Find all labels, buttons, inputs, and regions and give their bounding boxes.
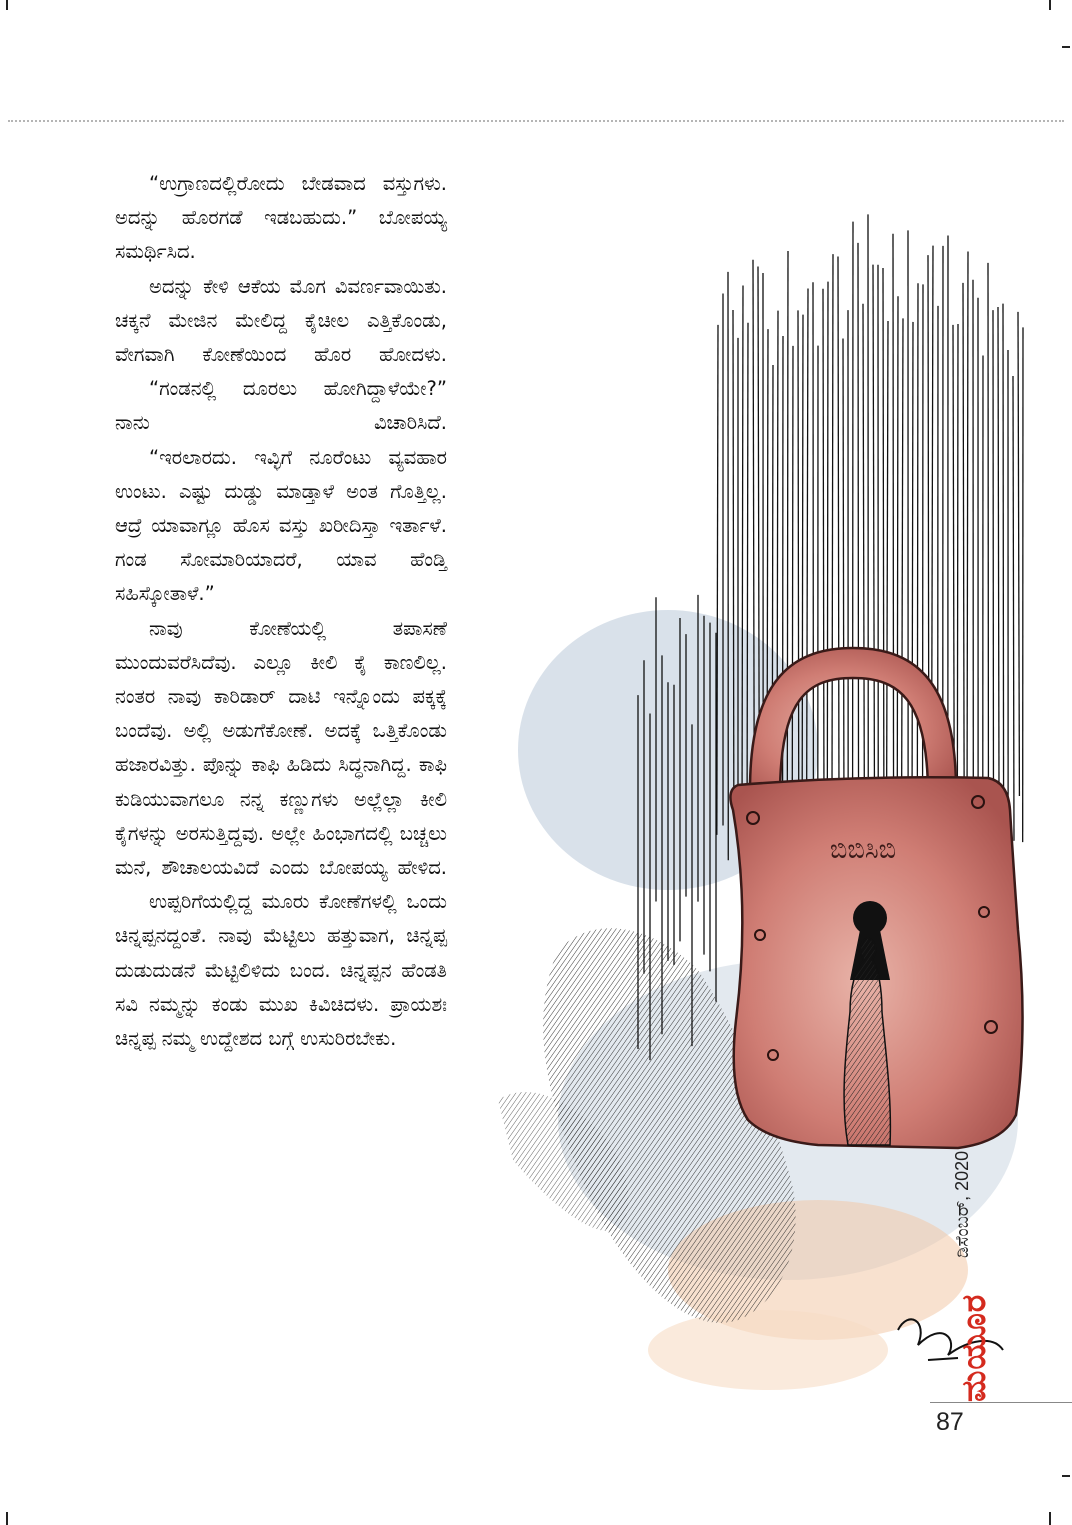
ink-stroke: [802, 315, 803, 801]
ink-stroke: [893, 234, 894, 847]
footer-rule: [930, 1402, 1072, 1403]
ink-stroke: [733, 310, 734, 813]
paragraph: “ಇರಲಾರದು. ಇವ್ಳಿಗೆ ನೂರೆಂಟು ವ್ಯವಹಾರ ಉಂಟು. ಎಷ್ಟು ದುಡ್ಡು ಮಾಡ್ತಾಳೆ ಅಂತ ಗೊತ್ತಿಲ್ಲ. ಆದ್ರೆ ಯಾವಾಗ್ಲೂ ಹೊಸ ವಸ್ತು ಖರೀದಿಸ್ತಾ ಇರ್ತಾಳೆ. ಗಂಡ ಸೋಮಾರಿಯಾದರೆ, ಯಾವ ಹೆಂಡ್ತಿ ಸಹಿಸ್ಕೋತಾಳೆ.”: [115, 445, 447, 606]
ink-stroke: [1003, 304, 1004, 830]
ink-stroke: [963, 283, 964, 796]
ink-stroke: [887, 321, 888, 811]
ink-stroke: [838, 256, 839, 851]
header-dotted-rule: [8, 120, 1064, 122]
crop-mark: [6, 0, 8, 10]
page-number: 87: [936, 1408, 964, 1436]
ink-stroke: [858, 243, 859, 822]
crop-mark: [6, 1512, 8, 1525]
magazine-logo: ಮಯೂರ: [954, 1293, 993, 1402]
paragraph: ಅದನ್ನು ಕೇಳಿ ಆಕೆಯ ಮೊಗ ವಿವರ್ಣವಾಯಿತು. ಚಕ್ಕನೆ ಮೇಜಿನ ಮೇಲಿದ್ದ ಕೈಚೀಲ ಎತ್ತಿಕೊಂಡು, ವೇಗವಾಗಿ ಕೋಣೆಯಿಂದ ಹೊರ ಹೋದಳು.: [115, 274, 447, 367]
ink-stroke: [863, 304, 864, 812]
peach-wash: [648, 1310, 888, 1390]
paragraph: ನಾವು ಕೋಣೆಯಲ್ಲಿ ತಪಾಸಣೆ ಮುಂದುವರೆಸಿದೆವು. ಎಲ್ಲೂ ಕೀಲಿ ಕೈ ಕಾಣಲಿಲ್ಲ. ನಂತರ ನಾವು ಕಾರಿಡಾರ್ ದಾಟಿ ಇನ್ನೊಂದು ಪಕ್ಕಕ್ಕೆ ಬಂದೆವು. ಅಲ್ಲಿ ಅಡುಗೆಕೋಣೆ. ಅದಕ್ಕೆ ಒತ್ತಿಕೊಂಡು ಹಜಾರವಿತ್ತು. ಪೊನ್ನು ಕಾಫಿ ಹಿಡಿದು ಸಿದ್ಧನಾಗಿದ್ದ. ಕಾಫಿ ಕುಡಿಯುವಾಗಲೂ ನನ್ನ ಕಣ್ಣುಗಳು ಅಲ್ಲೆಲ್ಲಾ ಕೀಲಿ ಕೈಗಳನ್ನು ಅರಸುತ್ತಿದ್ದವು. ಅಲ್ಲೇ ಹಿಂಭಾಗದಲ್ಲಿ ಬಚ್ಚಲು ಮನೆ, ಶೌಚಾಲಯವಿದೆ ಎಂದು ಬೋಪಯ್ಯ ಹೇಳಿದ.: [115, 616, 447, 880]
ink-stroke: [902, 318, 903, 803]
ink-stroke: [832, 254, 833, 849]
ink-stroke: [798, 310, 799, 822]
ink-stroke: [957, 324, 958, 841]
ink-stroke: [823, 289, 824, 825]
paragraph: “ಗಂಡನಲ್ಲಿ ದೂರಲು ಹೋಗಿದ್ದಾಳೆಯೇ?” ನಾನು ವಿಚಾರಿಸಿದೆ.: [115, 377, 447, 435]
ink-stroke: [1013, 376, 1014, 841]
ink-stroke: [792, 346, 793, 828]
padlock-inscription: ಬಿಬಿಸಿಬಿ: [829, 835, 897, 865]
keyhole: [853, 901, 887, 935]
ink-stroke: [883, 268, 884, 800]
ink-stroke: [787, 251, 788, 864]
crop-mark: [1062, 1475, 1070, 1477]
ink-stroke: [827, 282, 828, 826]
ink-stroke: [873, 265, 874, 797]
crop-mark: [1062, 46, 1070, 48]
ink-stroke: [897, 296, 898, 859]
article-text: [115, 167, 447, 1056]
crop-mark: [1049, 1512, 1051, 1525]
ink-stroke: [1018, 312, 1019, 796]
paragraph: “ಉಗ್ರಾಣದಲ್ಲಿರೋದು ಬೇಡವಾದ ವಸ್ತುಗಳು. ಅದನ್ನು ಹೊರಗಡೆ ಇಡಬಹುದು.” ಬೋಪಯ್ಯ ಸಮರ್ಥಿಸಿದ.: [115, 172, 447, 264]
padlock-illustration: [488, 170, 1072, 1410]
paragraph: ಉಪ್ಪರಿಗೆಯಲ್ಲಿದ್ದ ಮೂರು ಕೋಣೆಗಳಲ್ಲಿ ಒಂದು ಚಿನ್ನಪ್ಪನದ್ದಂತೆ. ನಾವು ಮೆಟ್ಟಿಲು ಹತ್ತುವಾಗ, ಚಿನ್ನಪ್ಪ ದುಡುದುಡನೆ ಮೆಟ್ಟಿಲಿಳಿದು ಬಂದ. ಚಿನ್ನಪ್ಪನ ಹೆಂಡತಿ ಸವಿ ನಮ್ಮನ್ನು ಕಂಡು ಮುಖ ಕಿವಿಚಿದಳು. ಪ್ರಾಯಶಃ ಚಿನ್ನಪ್ಪ ನಮ್ಮ ಉದ್ದೇಶದ ಬಗ್ಗೆ ಉಸುರಿರಬೇಕು.: [115, 890, 447, 1051]
crop-mark: [1049, 0, 1051, 10]
ink-stroke: [967, 251, 968, 795]
issue-date: ಡಿಸೆಂಬರ್, 2020: [952, 1150, 972, 1258]
